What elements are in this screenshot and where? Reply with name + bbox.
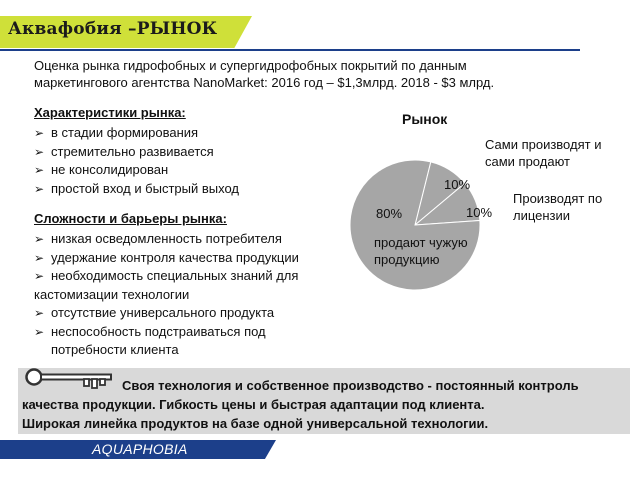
- intro-line-2: маркетингового агентства NanoMarket: 2016 год – $1,3млрд. 2018 - $3 млрд.: [34, 75, 495, 90]
- arrow-bullet-icon: ➢: [34, 232, 45, 246]
- arrow-bullet-icon: ➢: [34, 250, 45, 265]
- characteristics-heading: Характеристики рынка:: [34, 105, 186, 120]
- arrow-bullet-icon: ➢: [34, 163, 45, 177]
- list-item: ➢ стремительно развивается: [34, 143, 344, 162]
- callout-text: [22, 376, 622, 433]
- list-item: ➢ удержание контроля качества продукции: [34, 249, 344, 268]
- list-item: ➢ необходимость специальных знаний для кастомизации технологии: [34, 268, 299, 302]
- callout-line-1: Своя технология и собственное производство - постоянный контроль: [122, 378, 579, 393]
- page-title: Аквафобия –РЫНОК: [8, 19, 218, 39]
- chart-title: Рынок: [402, 111, 448, 127]
- label-resell: продают чужую продукцию: [374, 235, 468, 267]
- list-item: ➢ в стадии формирования: [34, 124, 344, 143]
- arrow-bullet-icon: ➢: [34, 324, 45, 339]
- list-item: ➢ низкая осведомленность потребителя: [34, 230, 344, 249]
- barriers-heading: Сложности и барьеры рынка:: [34, 211, 227, 226]
- footer-brand: AQUAPHOBIA: [92, 441, 188, 457]
- list-item: ➢ простой вход и быстрый выход: [34, 180, 344, 199]
- list-item: ➢ неспособность подстраиваться под потребности клиента: [34, 323, 266, 357]
- intro-line-1: Оценка рынка гидрофобных и супергидрофобных покрытий по данным: [34, 58, 467, 73]
- arrow-bullet-icon: ➢: [34, 269, 45, 283]
- callout-line-2: качества продукции. Гибкость цены и быстрая адаптации под клиента.: [22, 397, 485, 412]
- list-item: ➢ не консолидирован: [34, 161, 344, 180]
- data-label-resell: 80%: [376, 206, 403, 221]
- label-license: Производят по лицензии: [513, 191, 603, 223]
- arrow-bullet-icon: ➢: [34, 181, 45, 196]
- arrow-bullet-icon: ➢: [34, 126, 45, 140]
- arrow-bullet-icon: ➢: [34, 144, 45, 159]
- list-item: ➢ отсутствие универсального продукта: [34, 304, 344, 323]
- callout-line-3: Широкая линейка продуктов на базе одной универсальной технологии.: [22, 416, 489, 431]
- label-self-produce: Сами производят и сами продают: [485, 137, 602, 169]
- arrow-bullet-icon: ➢: [34, 306, 45, 320]
- data-label-license: 10%: [466, 205, 493, 220]
- data-label-self: 10%: [444, 177, 471, 192]
